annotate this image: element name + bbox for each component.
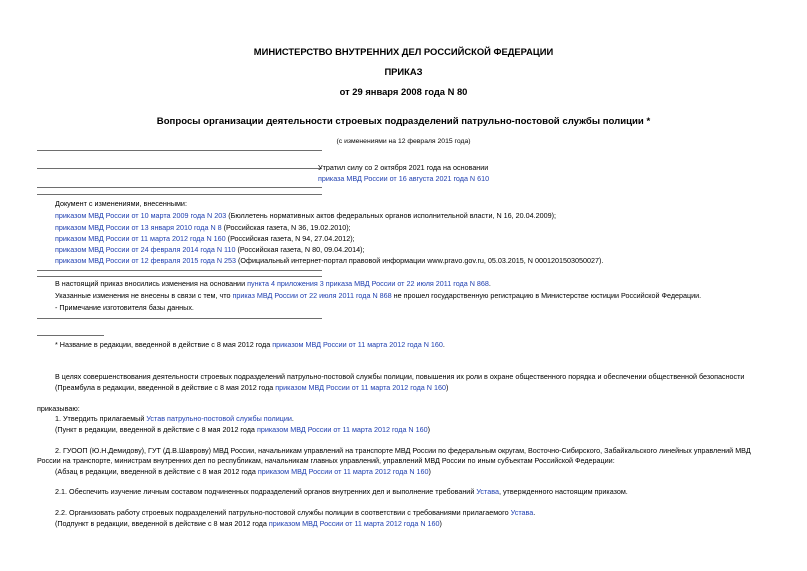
charter-link[interactable]: Устава xyxy=(510,508,534,517)
charter-link[interactable]: Устав патрульно-постовой службы полиции xyxy=(146,414,292,423)
edition-link[interactable]: приказом МВД России от 11 марта 2012 года N 160 xyxy=(275,383,446,392)
paragraph-2-2: 2.2. Организовать работу строевых подразделений патрульно-постовой службы полиции в соответствии с требованиями прилагаемого Устава. xyxy=(55,508,536,517)
note-line: В настоящий приказ вносились изменения на основании пункта 4 приложения 3 приказа МВД России от 22 июля 2011 года N 868. xyxy=(55,279,491,288)
charter-link[interactable]: Устава xyxy=(476,487,499,496)
edition-note: (Подпункт в редакции, введенной в действие с 8 мая 2012 года приказом МВД России от 11 марта 2012 года N 160) xyxy=(55,519,442,528)
change-order-link[interactable]: приказом МВД России от 13 января 2010 года N 8 xyxy=(55,223,222,232)
edition-link[interactable]: приказом МВД России от 11 марта 2012 года N 160 xyxy=(268,519,440,528)
paragraph-1: 1. Утвердить прилагаемый Устав патрульно-постовой службы полиции. xyxy=(55,414,294,423)
divider xyxy=(37,270,322,271)
note-link[interactable]: пункта 4 приложения 3 приказа МВД России от 22 июля 2011 года N 868 xyxy=(247,279,489,288)
change-item: приказом МВД России от 13 января 2010 года N 8 (Российская газета, N 36, 19.02.2010); xyxy=(55,223,351,232)
paragraph-2-1: 2.1. Обеспечить изучение личным составом подчиненных подразделений органов внутренних дел и выполнение требований Устава, утвержденного настоящим приказом. xyxy=(55,487,628,496)
preamble: В целях совершенствования деятельности строевых подразделений патрульно-постовой службы полиции, повышения их роли в охране общественного порядка и обеспечении общественной безопасности xyxy=(55,372,745,381)
change-order-link[interactable]: приказом МВД России от 12 февраля 2015 года N 253 xyxy=(55,256,237,265)
note-line: - Примечание изготовителя базы данных. xyxy=(55,303,194,312)
ministry-heading: МИНИСТЕРСТВО ВНУТРЕННИХ ДЕЛ РОССИЙСКОЙ ФЕДЕРАЦИИ xyxy=(253,46,554,57)
changes-intro: Документ с изменениями, внесенными: xyxy=(55,199,187,208)
order-word: приказываю: xyxy=(37,404,80,413)
change-item: приказом МВД России от 12 февраля 2015 года N 253 (Официальный интернет-портал правовой информации www.pravo.gov.ru, 05.03.2015, N 0001201503050027). xyxy=(55,256,604,265)
divider xyxy=(37,187,322,188)
edition-link[interactable]: приказом МВД России от 11 марта 2012 года N 160 xyxy=(256,425,428,434)
divider xyxy=(37,168,322,169)
change-order-link[interactable]: приказом МВД России от 11 марта 2012 года N 160 xyxy=(55,234,226,243)
document-type: ПРИКАЗ xyxy=(384,66,423,77)
change-item: приказом МВД России от 10 марта 2009 года N 203 (Бюллетень нормативных актов федеральных органов исполнительной власти, N 16, 20.04.2009); xyxy=(55,211,556,220)
edition-note: (Пункт в редакции, введенной в действие с 8 мая 2012 года приказом МВД России от 11 марта 2012 года N 160) xyxy=(55,425,431,434)
paragraph-2-cont: России на транспорте, министрам внутренних дел по республикам, начальникам главных управлений, управлений МВД России по иным субъектам Российской Федерации: xyxy=(37,456,615,465)
footnote-link[interactable]: приказом МВД России от 11 марта 2012 года N 160 xyxy=(272,340,443,349)
paragraph-2: 2. ГУООП (Ю.Н.Демидову), ГУТ (Д.В.Шаврову) МВД России, начальникам управлений на транспорте МВД России по федеральным округам, Восточно-Сибирского, Забайкальского линейных управлений МВД xyxy=(55,446,751,455)
change-order-link[interactable]: приказом МВД России от 10 марта 2009 года N 203 xyxy=(55,211,227,220)
document-date: от 29 января 2008 года N 80 xyxy=(339,86,468,97)
document-title: Вопросы организации деятельности строевых подразделений патрульно-постовой службы полиции * xyxy=(156,116,651,127)
change-item: приказом МВД России от 24 февраля 2014 года N 110 (Российская газета, N 80, 09.04.2014); xyxy=(55,245,365,254)
change-order-link[interactable]: приказом МВД России от 24 февраля 2014 года N 110 xyxy=(55,245,236,254)
edition-link[interactable]: приказом МВД России от 11 марта 2012 года N 160 xyxy=(257,467,429,476)
note-line: Указанные изменения не внесены в связи с тем, что приказ МВД России от 22 июля 2011 года N 868 не прошел государственную регистрацию в Министерстве юстиции Российской Федерации. xyxy=(55,291,702,300)
footnote-rule xyxy=(37,335,104,336)
divider xyxy=(37,276,322,277)
divider xyxy=(37,318,322,319)
edition-note: (Абзац в редакции, введенной в действие с 8 мая 2012 года приказом МВД России от 11 марта 2012 года N 160) xyxy=(55,467,431,476)
note-link[interactable]: приказ МВД России от 22 июля 2011 года N 868 xyxy=(232,291,392,300)
divider xyxy=(37,194,322,195)
expired-order-link[interactable]: приказа МВД России от 16 августа 2021 года N 610 xyxy=(318,174,490,183)
change-item: приказом МВД России от 11 марта 2012 года N 160 (Российская газета, N 94, 27.04.2012); xyxy=(55,234,355,243)
edition-note: (Преамбула в редакции, введенной в действие с 8 мая 2012 года приказом МВД России от 11 марта 2012 года N 160) xyxy=(55,383,449,392)
footnote: * Название в редакции, введенной в действие с 8 мая 2012 года приказом МВД России от 11 марта 2012 года N 160. xyxy=(55,340,445,349)
divider xyxy=(37,150,322,151)
revision-note: (с изменениями на 12 февраля 2015 года) xyxy=(336,138,471,145)
expired-notice: Утратил силу со 2 октября 2021 года на основании xyxy=(318,163,489,172)
